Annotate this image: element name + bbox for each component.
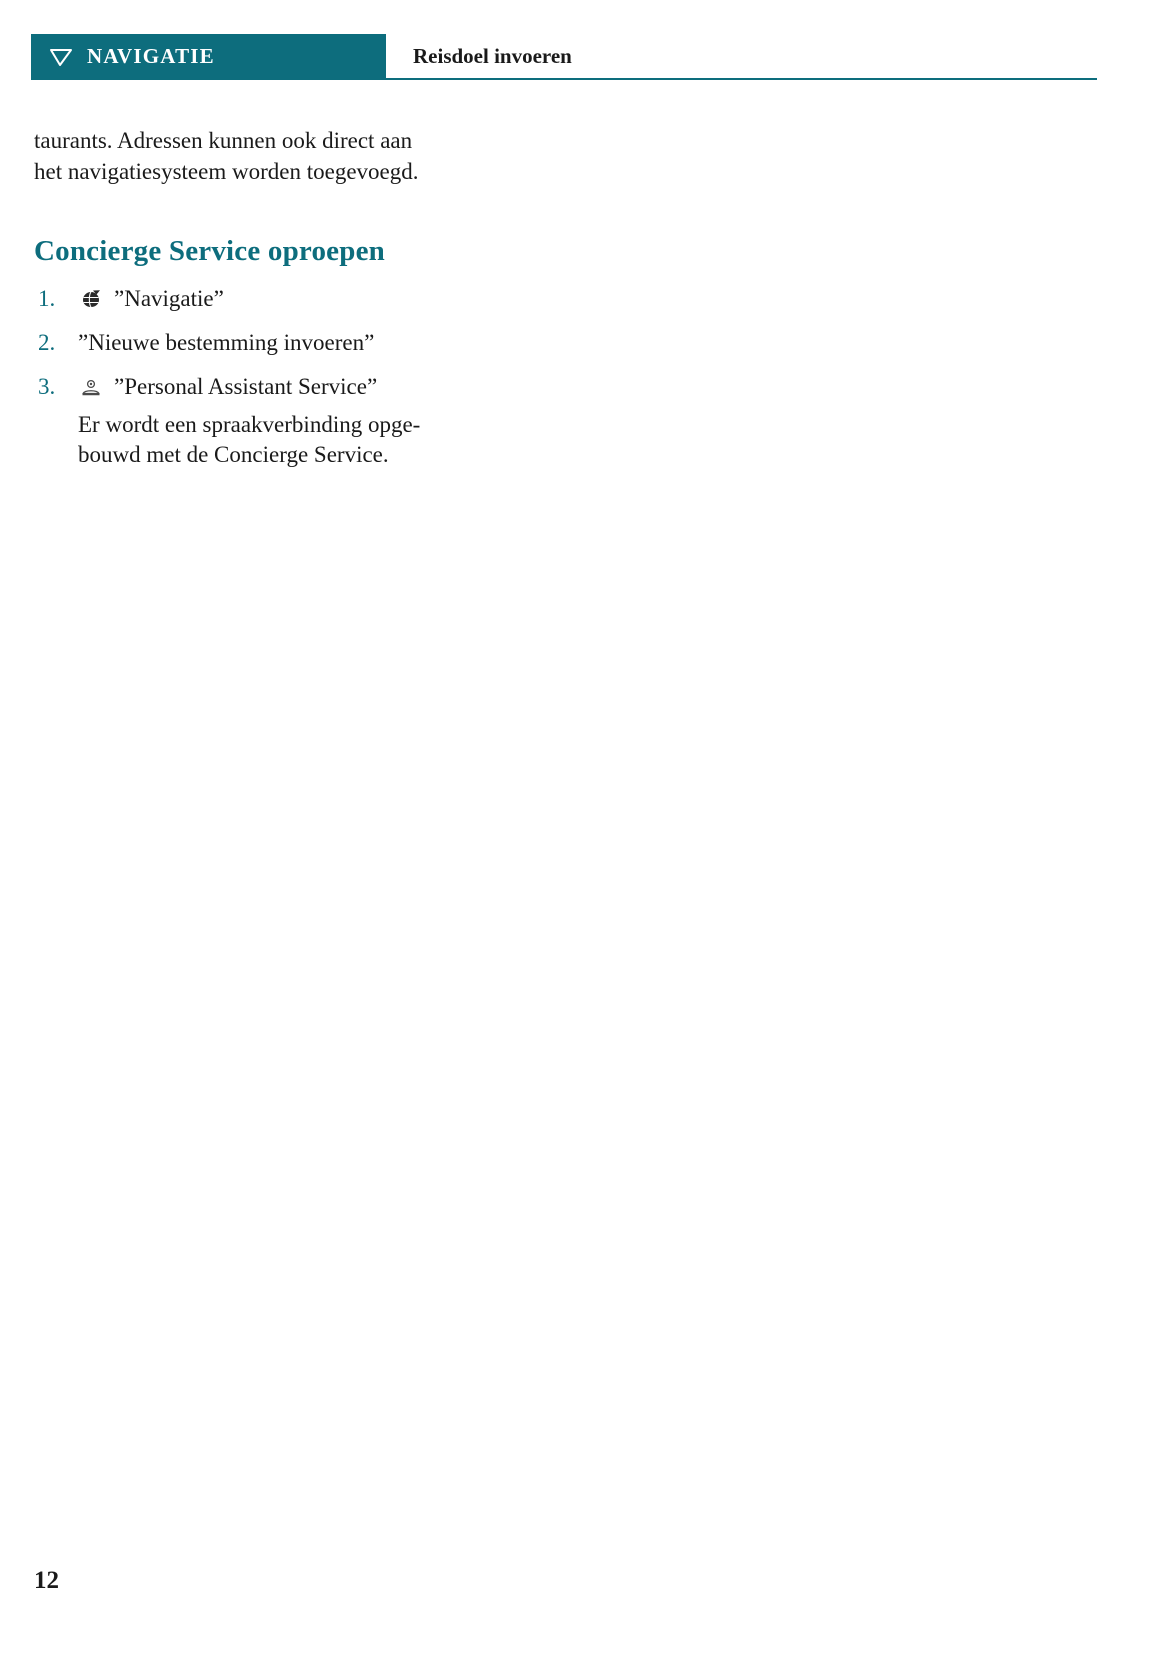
navigation-globe-icon <box>78 286 104 312</box>
personal-assistant-icon <box>78 374 104 400</box>
step-number: 3. <box>38 374 56 399</box>
navigation-arrow-icon <box>47 42 75 70</box>
chapter-label: NAVIGATIE <box>87 43 215 68</box>
page-title: Concierge Service oproepen <box>34 235 385 267</box>
step-note-line-2: bouwd met de Concierge Service. <box>78 442 389 467</box>
navigation-chapter-tab <box>31 34 386 78</box>
page-header <box>31 34 1097 78</box>
step-number: 1. <box>38 286 56 311</box>
intro-line-2: het navigatiesysteem worden toegevoegd. <box>34 159 419 184</box>
section-title: Reisdoel invoeren <box>413 43 572 68</box>
intro-line-1: taurants. Adressen kunnen ook direct aan <box>34 128 413 153</box>
intro-paragraph <box>34 125 674 187</box>
page-number: 12 <box>34 1567 59 1594</box>
procedure-steps-list <box>34 284 674 470</box>
page-content <box>34 125 674 484</box>
step-text: ”Personal Assistant Service” <box>114 374 378 399</box>
step-text: ”Nieuwe bestemming invoeren” <box>78 330 375 355</box>
step-text: ”Navigatie” <box>114 286 224 311</box>
list-item <box>34 372 674 470</box>
list-item <box>34 328 674 358</box>
step-note-line-1: Er wordt een spraakverbinding opge- <box>78 412 421 437</box>
step-note <box>78 410 674 470</box>
list-item <box>34 284 674 314</box>
step-number: 2. <box>38 330 56 355</box>
header-divider <box>31 78 1097 80</box>
